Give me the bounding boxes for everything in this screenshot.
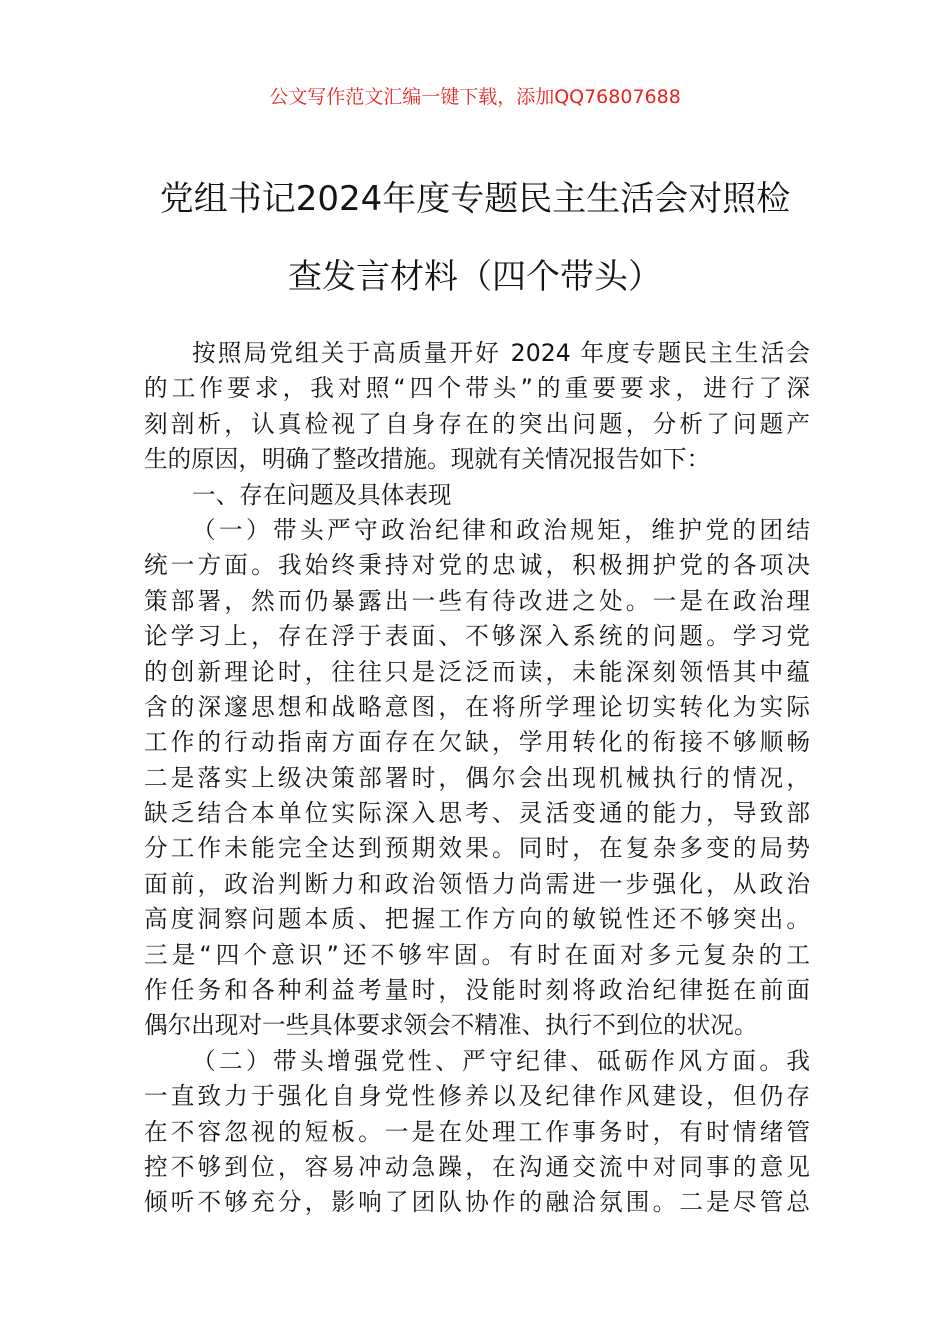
- body-line: 偶尔出现对一些具体要求领会不精准、执行不到位的状况。: [144, 1011, 758, 1040]
- title-line-1: 党组书记2024年度专题民主生活会对照检: [159, 179, 791, 219]
- body-line: 三是“四个意识”还不够牢固。有时在面对多元复杂的工: [144, 940, 810, 969]
- body-line: 刻剖析，认真检视了自身存在的突出问题，分析了问题产: [144, 409, 810, 438]
- body-line: 倾听不够充分，影响了团队协作的融洽氛围。二是尽管总: [144, 1188, 810, 1217]
- body-line: 按照局党组关于高质量开好 2024 年度专题民主生活会: [192, 339, 810, 367]
- body-line: 策部署，然而仍暴露出一些有待改进之处。一是在政治理: [144, 586, 810, 615]
- body-line: （一）带头严守政治纪律和政治规矩，维护党的团结: [192, 515, 810, 544]
- body-line: 的创新理论时，往往只是泛泛而读，未能深刻领悟其中蕴: [144, 657, 810, 686]
- body-line: 含的深邃思想和战略意图，在将所学理论切实转化为实际: [144, 692, 810, 721]
- title-line-2: 查发言材料（四个带头）: [288, 257, 662, 297]
- download-notice: 公文写作范文汇编一键下载，添加QQ76807688: [269, 86, 681, 108]
- body-line: 的工作要求，我对照“四个带头”的重要要求，进行了深: [144, 374, 810, 403]
- body-line: 控不够到位，容易冲动急躁，在沟通交流中对同事的意见: [144, 1152, 810, 1181]
- body-line: 在不容忽视的短板。一是在处理工作事务时，有时情绪管: [144, 1117, 810, 1146]
- body-line: 统一方面。我始终秉持对党的忠诚，积极拥护党的各项决: [144, 551, 810, 580]
- body-line: 缺乏结合本单位实际深入思考、灵活变通的能力，导致部: [144, 799, 810, 828]
- body-line: 生的原因，明确了整改措施。现就有关情况报告如下：: [144, 445, 711, 474]
- body-line: 分工作未能完全达到预期效果。同时，在复杂多变的局势: [144, 834, 810, 863]
- body-line: 作任务和各种利益考量时，没能时刻将政治纪律挺在前面: [144, 976, 810, 1005]
- document-title: [110, 160, 840, 316]
- body-line: 高度洞察问题本质、把握工作方向的敏锐性还不够突出。: [144, 905, 810, 934]
- body-line: （二）带头增强党性、严守纪律、砥砺作风方面。我: [192, 1046, 810, 1075]
- body-line: 工作的行动指南方面存在欠缺，学用转化的衔接不够顺畅: [144, 728, 810, 757]
- section-heading: 一、存在问题及具体表现: [192, 480, 452, 509]
- body-line: 论学习上，存在浮于表面、不够深入系统的问题。学习党: [144, 622, 810, 651]
- body-line: 面前，政治判断力和政治领悟力尚需进一步强化，从政治: [144, 869, 810, 898]
- body-line: 一直致力于强化自身党性修养以及纪律作风建设，但仍存: [144, 1082, 810, 1111]
- body-line: 二是落实上级决策部署时，偶尔会出现机械执行的情况，: [144, 763, 810, 792]
- document-body: [144, 336, 810, 1221]
